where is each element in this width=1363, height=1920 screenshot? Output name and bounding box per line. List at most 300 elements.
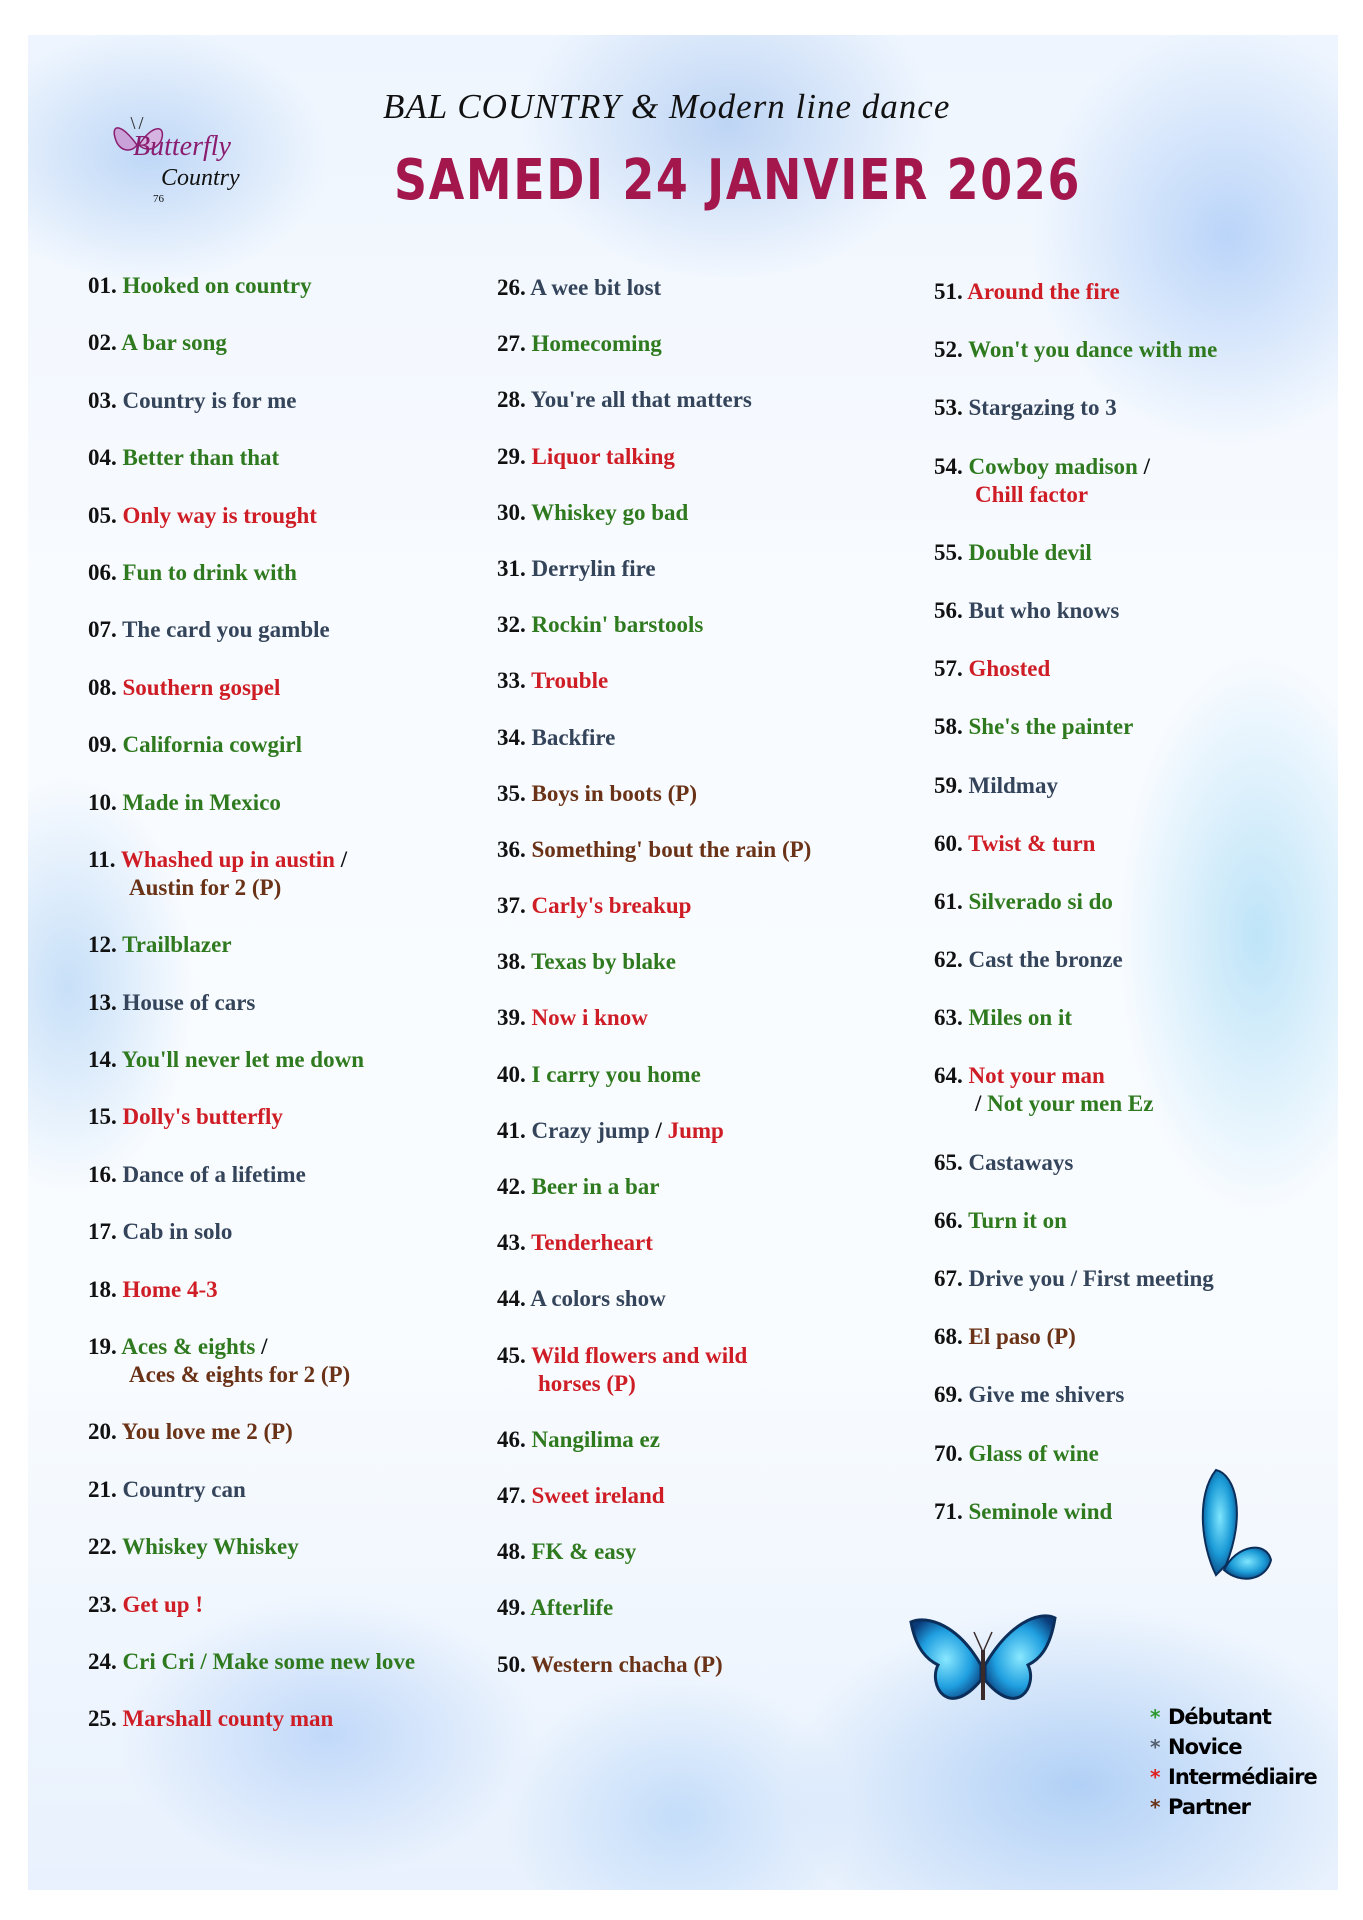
song-item (88, 674, 415, 702)
song-title: Mildmay (968, 772, 1058, 798)
legend-label: Partner (1168, 1795, 1250, 1819)
song-title: / (649, 1117, 668, 1143)
song-item (934, 1062, 1217, 1118)
asterisk-icon: * (1150, 1795, 1160, 1819)
song-number: 04. (88, 445, 117, 471)
song-title: Crazy jump (531, 1117, 650, 1143)
song-item (88, 329, 415, 357)
song-number: 70. (934, 1440, 963, 1466)
song-number: 05. (88, 502, 117, 528)
song-item (497, 1061, 811, 1089)
song-title: I carry you home (531, 1061, 701, 1087)
song-line (88, 1161, 415, 1189)
song-number: 49. (497, 1595, 526, 1621)
song-title: Tenderheart (531, 1230, 653, 1256)
song-number: 69. (934, 1382, 963, 1408)
song-title: Marshall county man (122, 1706, 334, 1732)
song-line (934, 1004, 1217, 1032)
song-line (497, 667, 811, 695)
song-number: 44. (497, 1286, 526, 1312)
song-title: / (334, 846, 348, 872)
song-number: 37. (497, 893, 526, 919)
song-title: Jump (667, 1117, 724, 1143)
butterfly-icon (908, 1610, 1058, 1725)
song-title: House of cars (122, 989, 256, 1015)
song-line (934, 1090, 1217, 1118)
song-item (88, 931, 415, 959)
song-item (934, 539, 1217, 567)
song-line (934, 830, 1217, 858)
song-line (934, 1498, 1217, 1526)
song-item (934, 1265, 1217, 1293)
song-line (934, 597, 1217, 625)
song-line (88, 789, 415, 817)
song-line (88, 616, 415, 644)
song-item (497, 443, 811, 471)
song-title: Fun to drink with (122, 559, 297, 585)
song-line (497, 1229, 811, 1257)
song-title: Country can (122, 1476, 246, 1502)
song-title: Double devil (968, 539, 1092, 565)
song-number: 28. (497, 387, 526, 413)
song-column-1 (88, 272, 415, 1733)
song-title: You'll never let me down (121, 1047, 364, 1073)
song-title: Turn it on (968, 1207, 1067, 1233)
song-item (497, 724, 811, 752)
song-line (497, 1117, 811, 1145)
song-item (88, 1161, 415, 1189)
song-line (88, 1705, 415, 1733)
song-title: Texas by blake (531, 949, 676, 975)
song-item (934, 1323, 1217, 1351)
song-title: Aces & eights (121, 1334, 256, 1360)
song-line (497, 1594, 811, 1622)
song-title: Cowboy madison (968, 453, 1138, 479)
song-item (88, 731, 415, 759)
song-item (497, 1173, 811, 1201)
song-number: 66. (934, 1207, 963, 1233)
song-item (497, 611, 811, 639)
song-line (88, 1046, 415, 1074)
song-item (88, 1648, 415, 1676)
song-number: 22. (88, 1534, 117, 1560)
song-number: 51. (934, 279, 963, 304)
song-item (88, 502, 415, 530)
song-item (934, 1207, 1217, 1235)
song-line (934, 1440, 1217, 1468)
song-line (88, 1476, 415, 1504)
song-line (497, 892, 811, 920)
song-number: 59. (934, 772, 963, 798)
song-title: Country is for me (122, 387, 297, 413)
song-item (88, 846, 415, 902)
song-line (934, 1381, 1217, 1409)
song-item (88, 1705, 415, 1733)
song-item (934, 830, 1217, 858)
song-item (497, 1004, 811, 1032)
song-column-3 (934, 278, 1217, 1526)
song-item (934, 336, 1217, 364)
song-number: 43. (497, 1230, 526, 1256)
song-title: / (975, 1091, 988, 1117)
song-column-2 (497, 274, 811, 1679)
song-line (934, 539, 1217, 567)
song-line (497, 1173, 811, 1201)
song-number: 63. (934, 1005, 963, 1031)
song-item (88, 1276, 415, 1304)
song-number: 33. (497, 668, 526, 694)
song-number: 12. (88, 932, 117, 958)
song-item (497, 948, 811, 976)
song-number: 40. (497, 1061, 526, 1087)
song-title: Nangilima ez (531, 1426, 660, 1452)
song-title: Whiskey go bad (531, 499, 689, 525)
song-line (497, 1004, 811, 1032)
song-title: Afterlife (530, 1595, 614, 1621)
legend-item (1150, 1792, 1317, 1822)
song-title: Whashed up in austin (120, 846, 335, 872)
song-title: Not your men Ez (987, 1091, 1154, 1117)
song-item (497, 1594, 811, 1622)
song-item (88, 1591, 415, 1619)
song-number: 48. (497, 1539, 526, 1565)
song-item (934, 1149, 1217, 1177)
song-title: Cab in solo (122, 1219, 233, 1245)
song-title: / (255, 1334, 268, 1360)
song-title: Western chacha (P) (531, 1651, 723, 1677)
song-item (88, 1218, 415, 1246)
logo-text-butterfly: Butterfly (133, 131, 231, 162)
song-line (934, 655, 1217, 683)
song-number: 47. (497, 1482, 526, 1508)
legend-label: Débutant (1168, 1705, 1271, 1729)
song-line (497, 1651, 811, 1679)
butterfly-side-icon (1196, 1465, 1276, 1590)
song-title: Made in Mexico (122, 789, 281, 815)
song-item (497, 274, 811, 302)
song-number: 57. (934, 656, 963, 682)
song-number: 11. (88, 846, 116, 872)
song-number: 01. (88, 273, 117, 298)
song-number: 31. (497, 555, 526, 581)
song-item (497, 892, 811, 920)
song-line (88, 272, 415, 300)
song-line (497, 443, 811, 471)
song-title: Hooked on country (122, 273, 312, 298)
asterisk-icon: * (1150, 1765, 1160, 1789)
song-line (934, 453, 1217, 481)
event-title: BAL COUNTRY & Modern line dance (383, 87, 951, 126)
song-item (88, 616, 415, 644)
legend-item (1150, 1732, 1317, 1762)
song-number: 60. (934, 830, 963, 856)
song-line (497, 1482, 811, 1510)
song-line (88, 1103, 415, 1131)
song-item (88, 989, 415, 1017)
song-line (934, 772, 1217, 800)
song-line (88, 1361, 415, 1389)
song-number: 54. (934, 453, 963, 479)
song-title: Southern gospel (122, 674, 281, 700)
song-number: 62. (934, 947, 963, 973)
song-line (934, 481, 1217, 509)
song-item (497, 667, 811, 695)
song-line (934, 1323, 1217, 1351)
song-title: You love me 2 (P) (121, 1419, 293, 1445)
song-line (934, 336, 1217, 364)
song-line (497, 1370, 811, 1398)
song-item (497, 836, 811, 864)
song-item (934, 946, 1217, 974)
song-title: Seminole wind (968, 1498, 1113, 1524)
song-title: She's the painter (968, 714, 1134, 740)
song-line (934, 1062, 1217, 1090)
song-item (497, 1285, 811, 1313)
song-title: Home 4-3 (122, 1276, 218, 1302)
song-number: 23. (88, 1591, 117, 1617)
song-item (934, 888, 1217, 916)
song-item (497, 330, 811, 358)
song-title: Trailblazer (122, 932, 232, 958)
asterisk-icon: * (1150, 1735, 1160, 1759)
song-item (88, 1418, 415, 1446)
asterisk-icon: * (1150, 1705, 1160, 1729)
song-line (934, 394, 1217, 422)
flyer-page (28, 35, 1338, 1890)
song-number: 41. (497, 1117, 526, 1143)
song-item (497, 1117, 811, 1145)
song-line (497, 1061, 811, 1089)
song-title: FK & easy (531, 1539, 637, 1565)
song-line (934, 1265, 1217, 1293)
song-number: 17. (88, 1219, 117, 1245)
song-line (497, 1285, 811, 1313)
song-item (497, 1538, 811, 1566)
song-title: Rockin' barstools (531, 612, 704, 638)
song-line (497, 386, 811, 414)
song-item (88, 789, 415, 817)
legend-item (1150, 1762, 1317, 1792)
song-number: 30. (497, 499, 526, 525)
song-item (88, 387, 415, 415)
song-title: horses (P) (538, 1370, 636, 1396)
song-number: 71. (934, 1498, 963, 1524)
song-title: Sweet ireland (531, 1482, 665, 1508)
song-line (934, 1207, 1217, 1235)
song-title: / (1137, 453, 1150, 479)
song-line (88, 387, 415, 415)
song-line (88, 1591, 415, 1619)
song-title: Glass of wine (968, 1440, 1099, 1466)
song-item (497, 555, 811, 583)
song-line (88, 1418, 415, 1446)
song-title: A bar song (121, 330, 227, 356)
song-item (497, 1229, 811, 1257)
song-title: Silverado si do (968, 888, 1113, 914)
song-line (934, 713, 1217, 741)
song-line (88, 1218, 415, 1246)
song-title: A wee bit lost (530, 275, 662, 300)
song-item (88, 1533, 415, 1561)
song-line (497, 836, 811, 864)
song-title: Better than that (122, 445, 280, 471)
song-number: 64. (934, 1063, 963, 1089)
song-line (934, 946, 1217, 974)
song-item (934, 655, 1217, 683)
song-title: Backfire (531, 724, 616, 750)
song-title: Castaways (968, 1149, 1074, 1175)
legend-label: Intermédiaire (1168, 1765, 1317, 1789)
song-line (88, 731, 415, 759)
song-number: 20. (88, 1419, 117, 1445)
song-number: 65. (934, 1149, 963, 1175)
song-line (88, 931, 415, 959)
song-number: 67. (934, 1266, 963, 1291)
song-title: A colors show (530, 1286, 666, 1312)
song-title: Miles on it (968, 1005, 1072, 1031)
song-number: 10. (88, 789, 117, 815)
song-title: Chill factor (975, 481, 1089, 507)
song-item (497, 1482, 811, 1510)
logo-text-country: Country (161, 165, 240, 191)
song-title: Whiskey Whiskey (122, 1534, 299, 1560)
song-item (88, 1046, 415, 1074)
song-number: 19. (88, 1334, 117, 1360)
song-item (497, 1426, 811, 1454)
song-number: 15. (88, 1104, 117, 1130)
song-title: Twist & turn (968, 830, 1096, 856)
song-number: 03. (88, 387, 117, 413)
song-line (497, 499, 811, 527)
song-title: Cri Cri / Make some new love (122, 1648, 416, 1674)
song-line (88, 502, 415, 530)
song-title: Around the fire (967, 279, 1120, 304)
song-number: 53. (934, 395, 963, 421)
song-line (88, 1533, 415, 1561)
butterfly-country-logo (103, 115, 283, 235)
song-item (934, 1498, 1217, 1526)
song-number: 61. (934, 888, 963, 914)
song-line (88, 1276, 415, 1304)
song-line (934, 278, 1217, 306)
song-title: Something' bout the rain (P) (531, 836, 812, 862)
song-line (497, 1426, 811, 1454)
song-number: 58. (934, 714, 963, 740)
song-title: Give me shivers (968, 1382, 1125, 1408)
song-number: 50. (497, 1651, 526, 1677)
song-number: 56. (934, 597, 963, 623)
song-item (934, 394, 1217, 422)
song-number: 26. (497, 275, 526, 300)
level-legend (1150, 1702, 1317, 1822)
song-number: 29. (497, 443, 526, 469)
song-line (88, 329, 415, 357)
song-line (88, 1648, 415, 1676)
song-title: Stargazing to 3 (968, 395, 1117, 421)
song-line (497, 274, 811, 302)
song-line (88, 874, 415, 902)
song-item (934, 772, 1217, 800)
event-date: SAMEDI 24 JANVIER 2026 (394, 148, 1082, 213)
song-number: 18. (88, 1276, 117, 1302)
song-number: 06. (88, 559, 117, 585)
song-number: 68. (934, 1324, 963, 1350)
song-number: 24. (88, 1648, 117, 1674)
song-item (88, 272, 415, 300)
song-number: 16. (88, 1161, 117, 1187)
song-number: 39. (497, 1005, 526, 1031)
song-line (88, 1333, 415, 1361)
song-item (934, 453, 1217, 509)
song-item (497, 386, 811, 414)
song-line (934, 1149, 1217, 1177)
song-item (497, 1342, 811, 1398)
song-title: But who knows (968, 597, 1120, 623)
song-line (88, 846, 415, 874)
song-item (934, 713, 1217, 741)
song-item (88, 559, 415, 587)
song-line (88, 674, 415, 702)
song-title: Trouble (531, 668, 609, 694)
song-title: Dolly's butterfly (122, 1104, 283, 1130)
song-line (497, 611, 811, 639)
song-title: Dance of a lifetime (122, 1161, 306, 1187)
legend-item (1150, 1702, 1317, 1732)
song-line (497, 330, 811, 358)
song-title: Beer in a bar (531, 1174, 660, 1199)
song-line (934, 888, 1217, 916)
song-title: California cowgirl (122, 732, 302, 758)
song-number: 07. (88, 617, 117, 643)
song-item (88, 444, 415, 472)
song-number: 25. (88, 1706, 117, 1732)
song-line (497, 948, 811, 976)
song-line (497, 555, 811, 583)
song-title: Boys in boots (P) (531, 780, 697, 806)
song-number: 32. (497, 612, 526, 638)
song-title: Austin for 2 (P) (129, 874, 282, 900)
song-number: 38. (497, 949, 526, 975)
song-item (497, 780, 811, 808)
song-item (934, 1440, 1217, 1468)
song-number: 14. (88, 1047, 117, 1073)
song-title: Derrylin fire (531, 555, 656, 581)
song-number: 42. (497, 1174, 526, 1199)
song-title: El paso (P) (968, 1324, 1076, 1350)
song-title: The card you gamble (122, 617, 330, 643)
song-number: 35. (497, 780, 526, 806)
song-number: 55. (934, 539, 963, 565)
song-item (934, 278, 1217, 306)
song-title: Won't you dance with me (968, 337, 1218, 363)
song-title: Wild flowers and wild (531, 1342, 748, 1368)
song-line (497, 724, 811, 752)
song-line (497, 1342, 811, 1370)
song-line (88, 444, 415, 472)
song-title: Ghosted (968, 656, 1051, 682)
song-item (497, 1651, 811, 1679)
song-item (88, 1103, 415, 1131)
song-line (497, 780, 811, 808)
song-item (934, 597, 1217, 625)
song-number: 34. (497, 724, 526, 750)
song-item (934, 1004, 1217, 1032)
song-title: Homecoming (531, 331, 662, 357)
song-title: Aces & eights for 2 (P) (129, 1362, 351, 1388)
song-number: 13. (88, 989, 117, 1015)
song-number: 36. (497, 836, 526, 862)
song-title: Only way is trought (122, 502, 317, 528)
